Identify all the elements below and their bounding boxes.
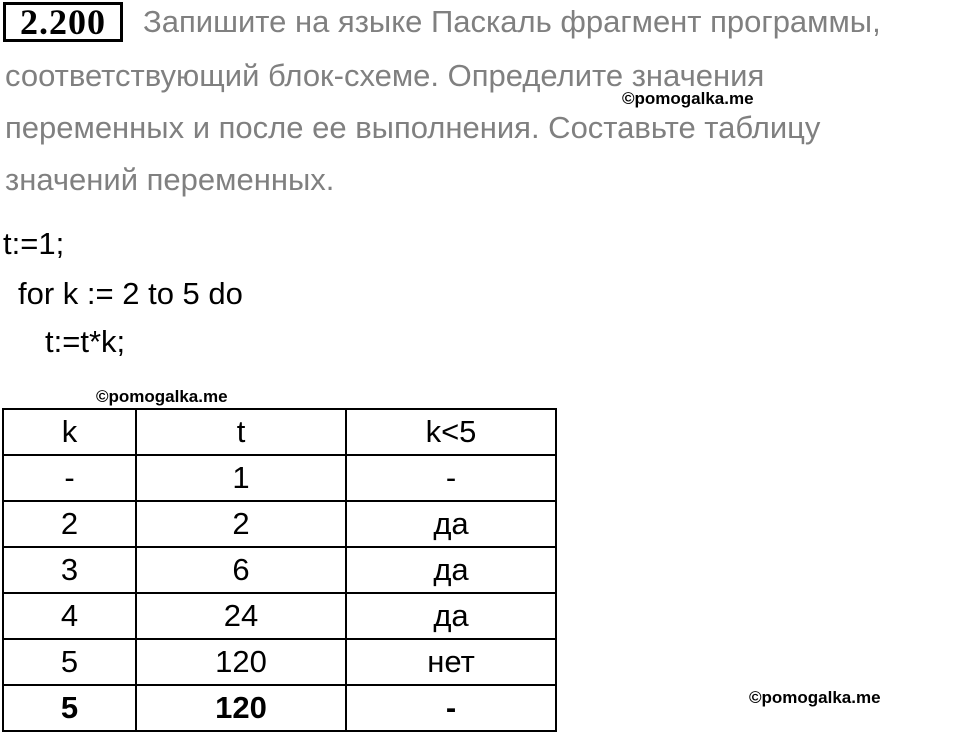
table-row bbox=[3, 639, 556, 685]
code-line-1: t:=1; bbox=[3, 226, 65, 261]
cell-k: 5 bbox=[3, 639, 136, 685]
code-line-3: t:=t*k; bbox=[45, 324, 126, 359]
cell-k: 3 bbox=[3, 547, 136, 593]
cell-k: - bbox=[3, 455, 136, 501]
cell-k: 2 bbox=[3, 501, 136, 547]
task-text-line-1: Запишите на языке Паскаль фрагмент программы, bbox=[143, 4, 881, 39]
cell-condition: нет bbox=[346, 639, 556, 685]
cell-condition: - bbox=[346, 455, 556, 501]
task-text-line-4: значений переменных. bbox=[5, 162, 335, 197]
cell-t: 6 bbox=[136, 547, 346, 593]
task-number: 2.200 bbox=[3, 2, 123, 42]
table-row bbox=[3, 501, 556, 547]
table-row bbox=[3, 455, 556, 501]
code-line-2: for k := 2 to 5 do bbox=[18, 276, 243, 311]
cell-condition: - bbox=[346, 685, 556, 731]
cell-t: 120 bbox=[136, 685, 346, 731]
values-table bbox=[2, 408, 557, 732]
cell-t: 24 bbox=[136, 593, 346, 639]
table-row bbox=[3, 593, 556, 639]
task-text-line-2: соответствующий блок-схеме. Определите значения bbox=[5, 58, 765, 93]
watermark-table: ©pomogalka.me bbox=[96, 387, 228, 406]
cell-condition: да bbox=[346, 593, 556, 639]
cell-condition: да bbox=[346, 547, 556, 593]
task-text-line-3: переменных и после ее выполнения. Составьте таблицу bbox=[5, 110, 821, 145]
table-header-row bbox=[3, 409, 556, 455]
header-condition: k<5 bbox=[346, 409, 556, 455]
cell-k: 5 bbox=[3, 685, 136, 731]
cell-t: 120 bbox=[136, 639, 346, 685]
header-k: k bbox=[3, 409, 136, 455]
header-t: t bbox=[136, 409, 346, 455]
cell-k: 4 bbox=[3, 593, 136, 639]
watermark-top: ©pomogalka.me bbox=[622, 89, 754, 108]
cell-t: 1 bbox=[136, 455, 346, 501]
cell-condition: да bbox=[346, 501, 556, 547]
table-row bbox=[3, 547, 556, 593]
table-result-row bbox=[3, 685, 556, 731]
cell-t: 2 bbox=[136, 501, 346, 547]
watermark-bottom: ©pomogalka.me bbox=[749, 688, 881, 707]
